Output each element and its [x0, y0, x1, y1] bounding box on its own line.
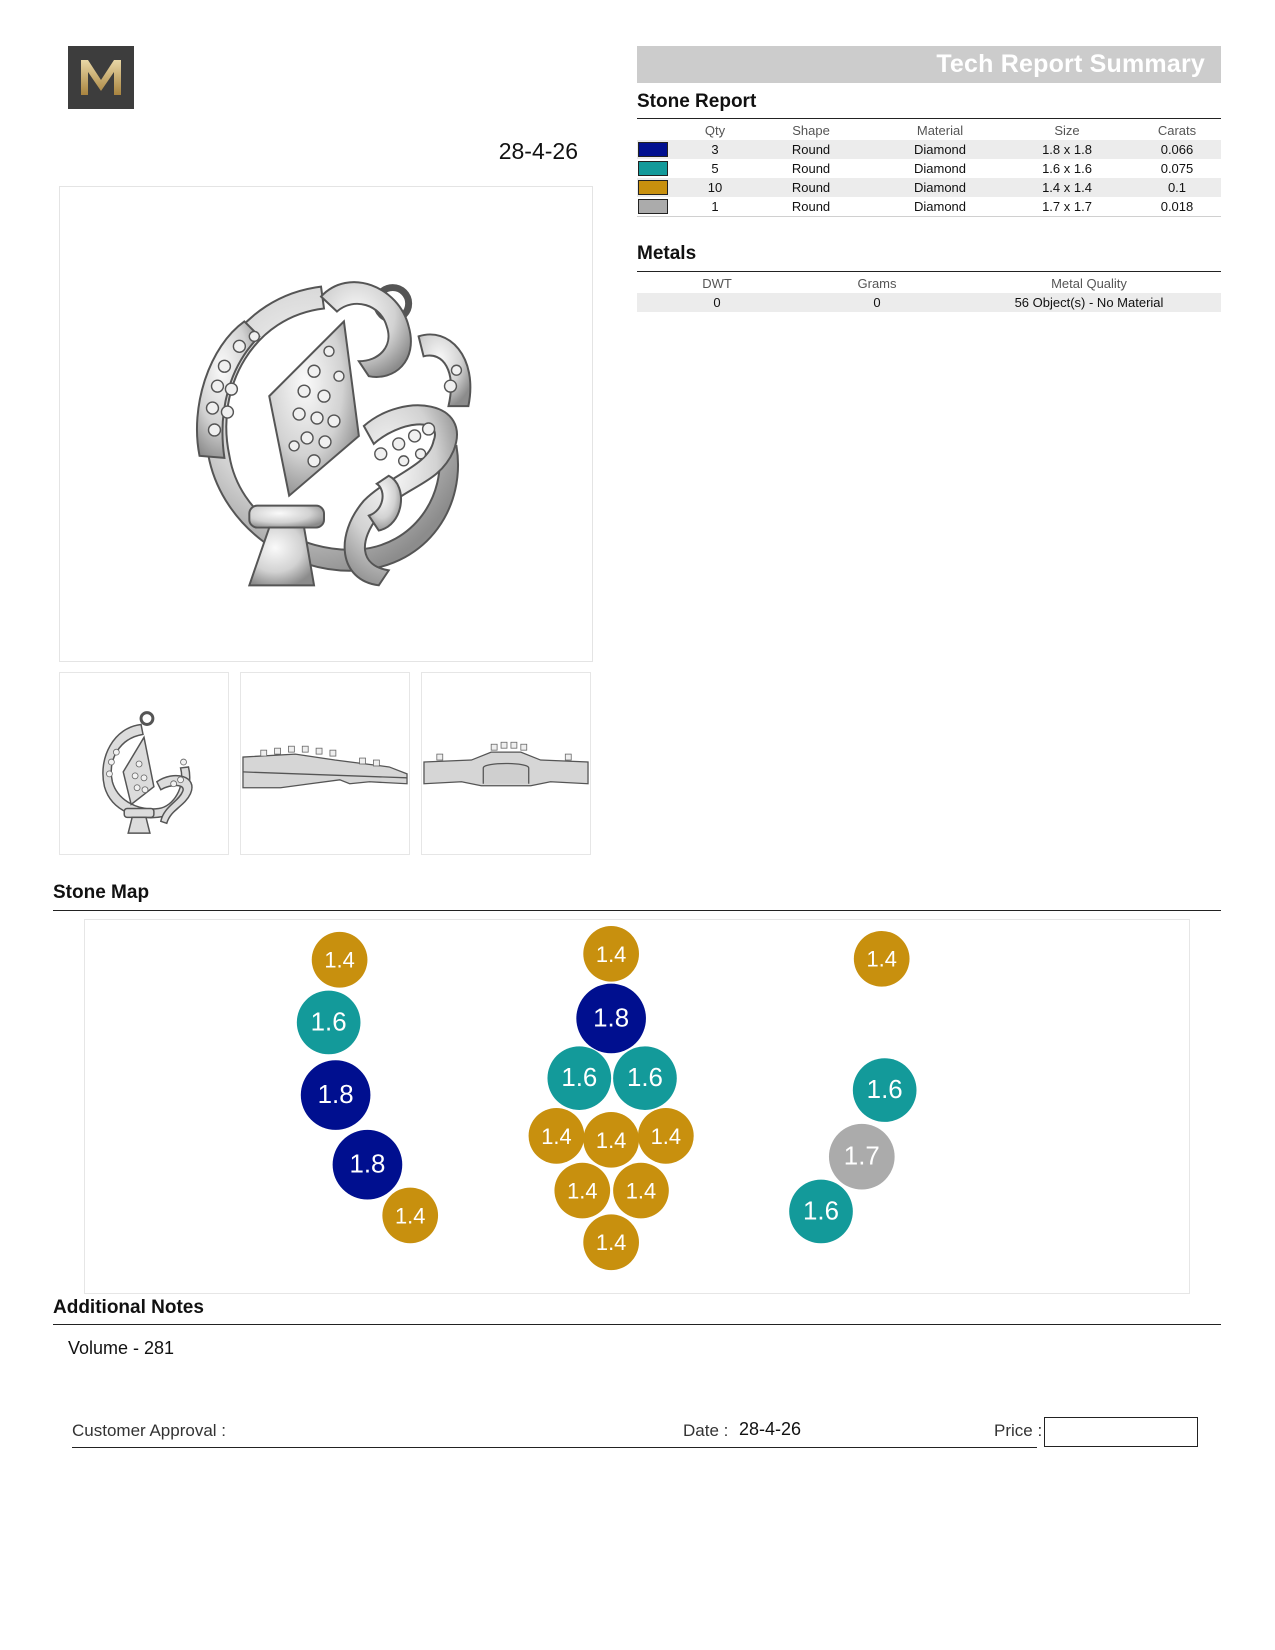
metal-grams: 0 — [797, 293, 957, 312]
stone-shape: Round — [791, 161, 831, 176]
logo-m-icon — [68, 46, 134, 109]
metal-dwt: 0 — [637, 293, 797, 312]
stone-size-label: 1.6 — [866, 1076, 903, 1105]
stone-material: Diamond — [879, 140, 1001, 159]
stone-shape: Round — [743, 178, 879, 197]
stone-size-label: 1.8 — [593, 1004, 630, 1033]
stone-size-label: 1.4 — [625, 1178, 657, 1204]
table-row — [637, 178, 1221, 197]
stone-marker — [789, 1180, 853, 1244]
metals-header — [637, 274, 1221, 293]
stone-map-rule — [53, 910, 1221, 911]
stone-marker — [853, 1058, 917, 1122]
stone-marker — [547, 1046, 611, 1110]
stone-marker — [297, 991, 361, 1055]
stone-marker — [613, 1046, 677, 1110]
column-header-metal-quality: Metal Quality — [1051, 276, 1127, 291]
stone-report-table — [637, 121, 1221, 217]
stone-size-label: 1.6 — [803, 1197, 839, 1226]
stone-size: 1.8 x 1.8 — [1001, 140, 1133, 159]
column-header-carats: Carats — [1157, 123, 1197, 138]
stone-marker — [583, 1214, 639, 1270]
stone-qty: 5 — [711, 161, 719, 176]
stone-report-rule — [637, 118, 1221, 119]
stone-color-swatch — [638, 142, 668, 157]
customer-approval-label: Customer Approval : — [72, 1421, 227, 1440]
stone-marker — [576, 984, 646, 1054]
column-header-size: Size — [1054, 123, 1080, 138]
stone-carats: 0.1 — [1133, 178, 1221, 197]
report-date: 28-4-26 — [498, 138, 578, 164]
stone-marker — [312, 932, 368, 988]
stone-size-label: 1.4 — [324, 947, 355, 973]
stone-marker — [638, 1108, 694, 1164]
additional-notes-rule — [53, 1324, 1221, 1325]
thumbnail-top-view[interactable] — [421, 672, 591, 855]
stone-size: 1.6 x 1.6 — [1042, 161, 1092, 176]
stone-size-label: 1.4 — [595, 941, 627, 967]
stone-marker — [382, 1188, 438, 1244]
stone-report-header — [637, 121, 1221, 140]
metals-title: Metals — [637, 243, 697, 264]
stone-size-label: 1.4 — [866, 946, 897, 972]
color-column-header — [637, 121, 687, 140]
pendant-render-main — [59, 186, 593, 662]
stone-marker — [301, 1060, 371, 1130]
stone-size-label: 1.6 — [310, 1008, 347, 1037]
additional-notes-title: Additional Notes — [53, 1297, 204, 1318]
stone-qty: 10 — [687, 178, 743, 197]
column-header-qty: Qty — [704, 123, 726, 138]
stone-map-title: Stone Map — [53, 882, 150, 903]
stone-color-swatch — [638, 199, 668, 214]
stone-marker — [583, 1112, 639, 1168]
stone-size-label: 1.4 — [395, 1203, 426, 1229]
stone-marker — [529, 1108, 585, 1164]
stone-carats: 0.075 — [1160, 161, 1194, 176]
stone-size-label: 1.6 — [626, 1064, 663, 1093]
customer-signature-line[interactable] — [72, 1447, 1037, 1448]
stone-marker — [613, 1163, 669, 1219]
stone-size-label: 1.4 — [595, 1230, 627, 1256]
stone-shape: Round — [743, 140, 879, 159]
column-header-material: Material — [916, 123, 964, 138]
stone-size-label: 1.8 — [349, 1150, 386, 1179]
stone-carats: 0.066 — [1133, 140, 1221, 159]
stone-shape: Round — [743, 197, 879, 217]
stone-marker — [554, 1163, 610, 1219]
stone-size-label: 1.8 — [317, 1081, 354, 1110]
stone-size-label: 1.6 — [561, 1064, 598, 1093]
column-header-dwt: DWT — [702, 276, 732, 291]
column-header-grams: Grams — [857, 276, 897, 291]
stone-size-label: 1.4 — [650, 1123, 682, 1149]
stone-map-canvas — [85, 920, 1189, 1293]
table-row — [637, 140, 1221, 159]
report-title-bar — [637, 46, 1221, 83]
stone-size: 1.7 x 1.7 — [1001, 197, 1133, 217]
stone-material: Diamond — [879, 178, 1001, 197]
stone-report-title: Stone Report — [637, 91, 757, 112]
stone-marker — [583, 926, 639, 982]
metal-quality: 56 Object(s) - No Material — [957, 293, 1221, 312]
stone-qty: 1 — [687, 197, 743, 217]
approval-date-value: 28-4-26 — [739, 1419, 802, 1439]
metals-table — [637, 274, 1221, 312]
metals-rule — [637, 271, 1221, 272]
stone-size-label: 1.4 — [595, 1127, 627, 1153]
price-field[interactable] — [1044, 1417, 1198, 1447]
stone-material: Diamond — [879, 197, 1001, 217]
price-label: Price : — [994, 1421, 1043, 1440]
stone-color-swatch — [638, 161, 668, 176]
stone-size-label: 1.4 — [567, 1178, 598, 1204]
stone-marker — [854, 931, 910, 987]
stone-material: Diamond — [913, 161, 967, 176]
report-title: Tech Report Summary — [936, 50, 1205, 78]
stone-color-swatch — [638, 180, 668, 195]
company-logo — [68, 46, 134, 109]
table-row — [637, 197, 1221, 217]
table-row — [637, 293, 1221, 312]
thumbnail-front-view[interactable] — [59, 672, 229, 855]
stone-carats: 0.018 — [1133, 197, 1221, 217]
stone-size: 1.4 x 1.4 — [1001, 178, 1133, 197]
table-row — [637, 159, 1221, 178]
stone-size-label: 1.4 — [541, 1123, 572, 1149]
stone-marker — [333, 1130, 403, 1200]
thumbnail-side-view[interactable] — [240, 672, 410, 855]
column-header-shape: Shape — [792, 123, 830, 138]
stone-map-panel — [84, 919, 1190, 1294]
stone-marker — [829, 1124, 895, 1190]
stone-size-label: 1.7 — [843, 1142, 880, 1171]
stone-qty: 3 — [687, 140, 743, 159]
approval-date-label: Date : — [683, 1421, 729, 1440]
notes-text: Volume - 281 — [68, 1338, 175, 1358]
